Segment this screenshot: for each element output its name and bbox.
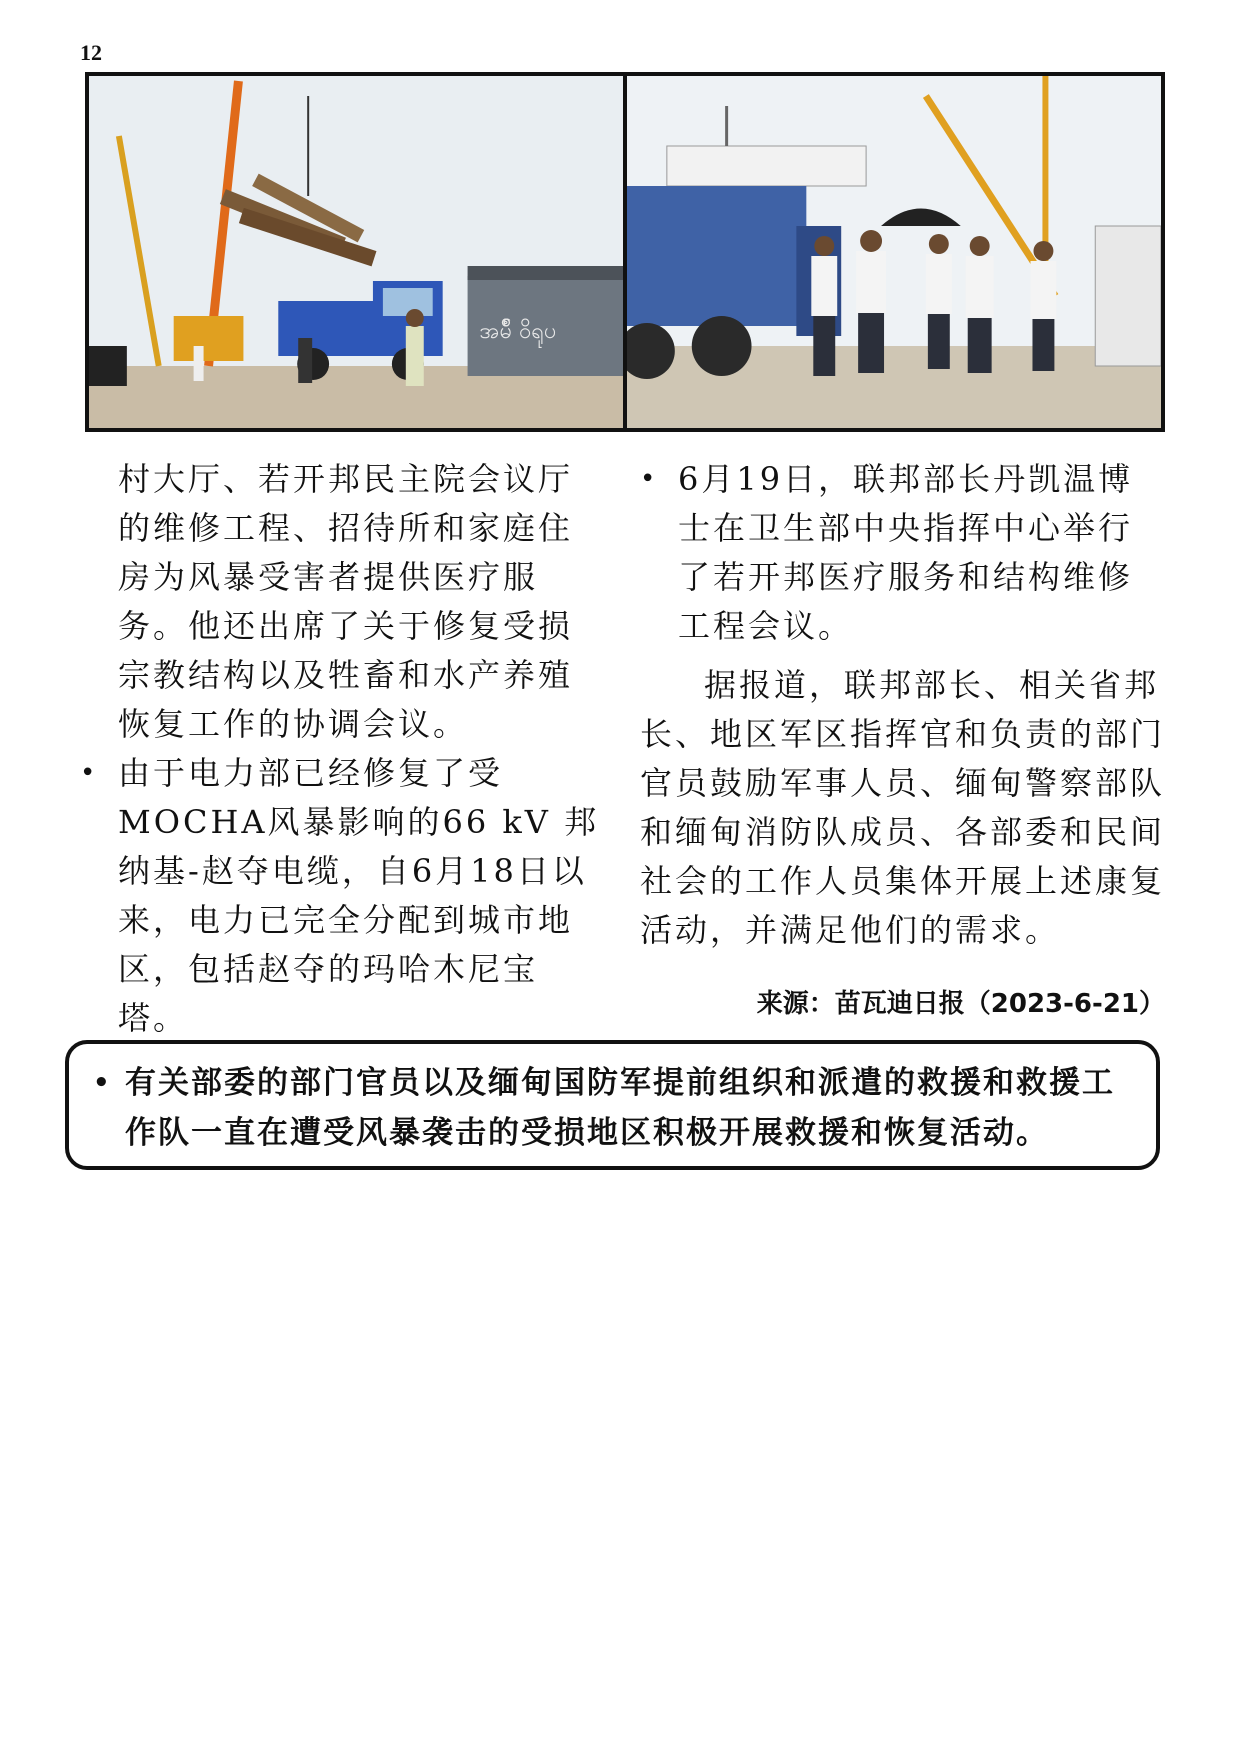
photo-officials-inspection <box>627 76 1161 428</box>
left-continuation-paragraph: 村大厅、若开邦民主院会议厅的维修工程、招待所和家庭住房为风暴受害者提供医疗服务。他还出席了关于修复受损宗教结构以及牲畜和水产养殖恢复工作的协调会议。 <box>118 460 574 743</box>
photo-port-crane-truck <box>89 76 623 428</box>
highlight-box <box>65 1040 1160 1170</box>
right-bullet-meeting: • 6月19日，联邦部长丹凯温博士在卫生部中央指挥中心举行了若开邦医疗服务和结构维修工程会议。 <box>640 455 1165 651</box>
source-citation: 来源：苗瓦迪日报（2023-6-21） <box>756 989 1165 1019</box>
highlight-text: 有关部委的部门官员以及缅甸国防军提前组织和派遣的救援和救援工作队一直在遭受风暴袭击的受损地区积极开展救援和恢复活动。 <box>125 1065 1115 1151</box>
photo-frame <box>85 72 1165 432</box>
bullet-icon: • <box>93 1068 112 1098</box>
left-bullet-power-restoration: • 由于电力部已经修复了受MOCHA风暴影响的66 kV 邦纳基-赵夺电缆，自6月18日以来，电力已完全分配到城市地区，包括赵夺的玛哈木尼宝塔。 <box>80 749 605 1043</box>
photo-port-crane-truck-graphic <box>89 76 623 428</box>
ship-hull-text: အမ်ိဳ ဝိရုပ <box>479 318 557 345</box>
photo-officials-inspection-graphic <box>627 76 1161 428</box>
right-report-paragraph: 据报道，联邦部长、相关省邦长、地区军区指挥官和负责的部门官员鼓励军事人员、缅甸警察部队和缅甸消防队成员、各部委和民间社会的工作人员集体开展上述康复活动，并满足他们的需求。 <box>640 666 1166 949</box>
page-number: 12 <box>80 40 102 65</box>
right-column <box>640 455 1165 955</box>
left-column <box>80 455 605 1043</box>
